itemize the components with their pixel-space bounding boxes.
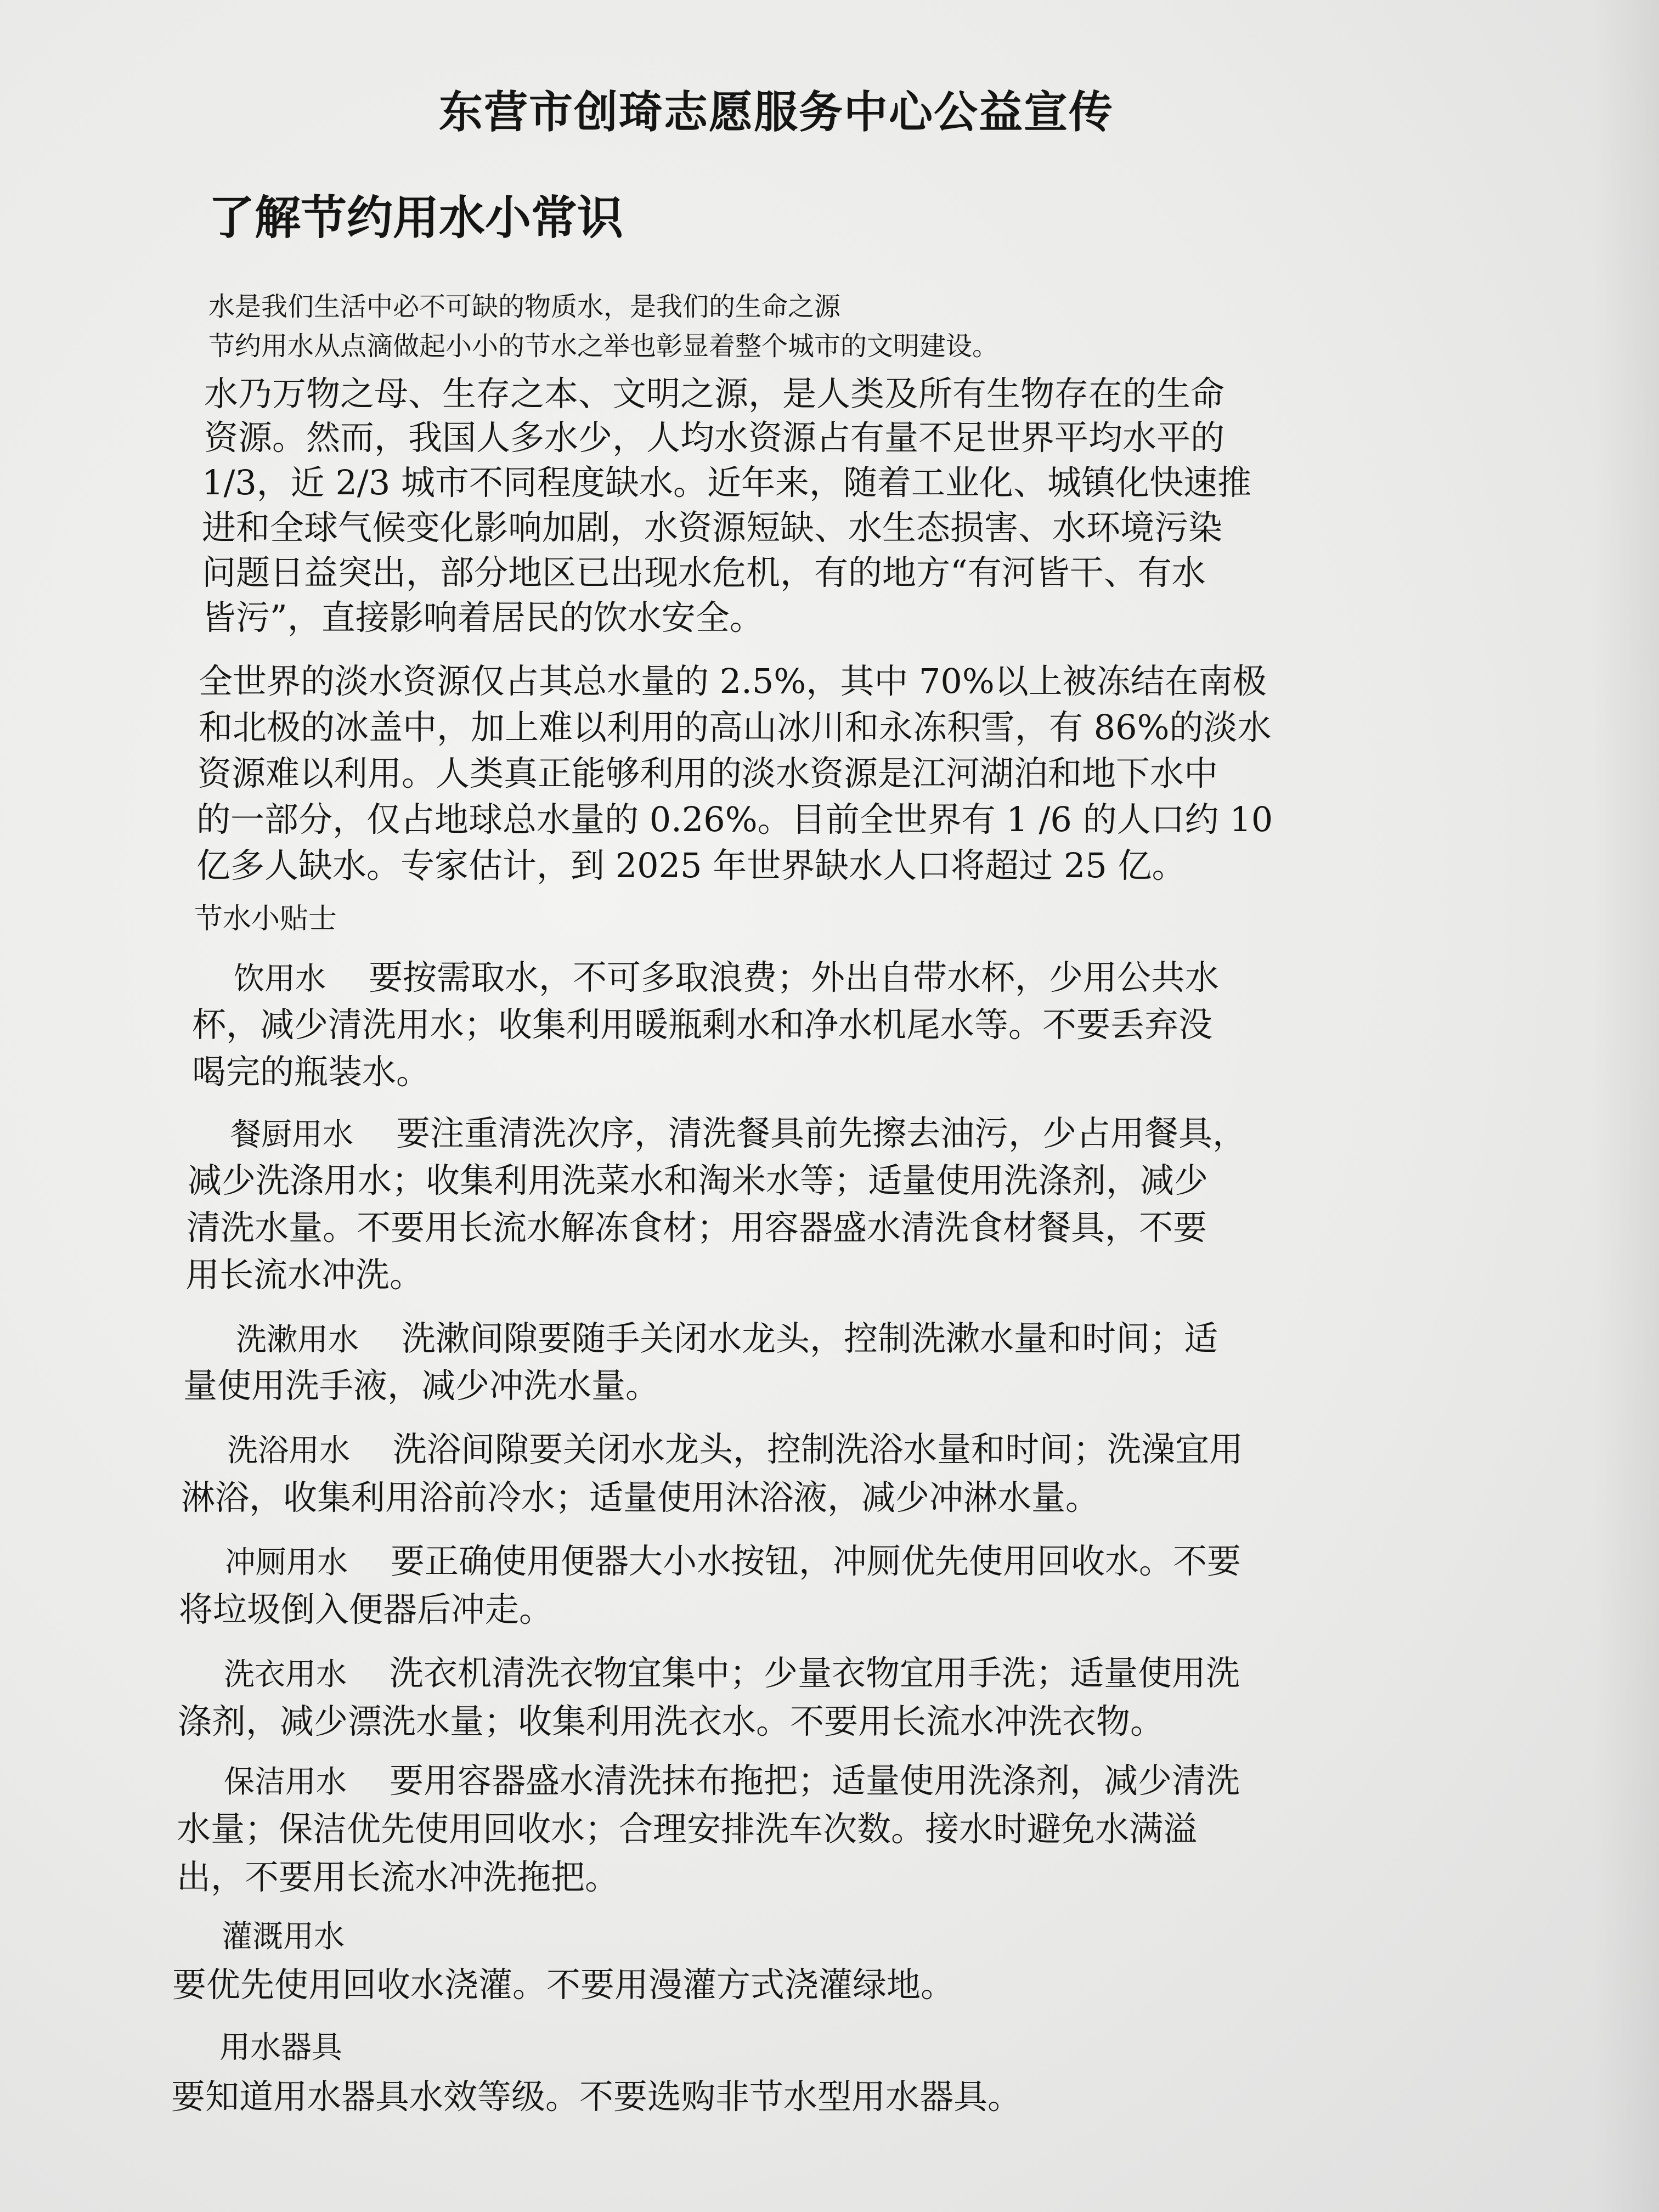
- tip-text: 要用容器盛水清洗抹布拖把；适量使用洗涤剂，减少清洗: [390, 1760, 1240, 1801]
- tip-text: 洗浴间隙要关闭水龙头，控制洗浴水量和时间；洗澡宜用: [393, 1429, 1244, 1469]
- tips-title: 节水小贴士: [194, 902, 337, 935]
- tip-toilet-line-2: 将垃圾倒入便器后冲走。: [179, 1589, 554, 1629]
- tip-text: 要注重清洗次序，清洗餐具前先擦去油污，少占用餐具，: [396, 1113, 1247, 1153]
- tip-laundry-line-1: [183, 1646, 1240, 1695]
- paragraph2-line-2: 和北极的冰盖中，加上难以利用的高山冰川和永冻积雪，有 86%的淡水: [199, 707, 1272, 747]
- tip-label: 饮用水: [234, 961, 326, 997]
- paragraph2-line-5: 亿多人缺水。专家估计，到 2025 年世界缺水人口将超过 25 亿。: [196, 845, 1186, 885]
- paragraph2-line-1: 全世界的淡水资源仅占其总水量的 2.5%，其中 70%以上被冻结在南极: [199, 661, 1267, 701]
- tip-kitchen-line-4: 用长流水冲洗。: [185, 1255, 424, 1295]
- paragraph1-line-3: 1/3，近 2/3 城市不同程度缺水。近年来，随着工业化、城镇化快速推: [202, 462, 1251, 503]
- intro-line-1: 水是我们生活中必不可缺的物质水，是我们的生命之源: [208, 291, 841, 322]
- tip-cleaning-line-2: 水量；保洁优先使用回收水；合理安排洗车次数。接水时避免水满溢: [177, 1809, 1198, 1849]
- tip-text: 洗衣机清洗衣物宜集中；少量衣物宜用手洗；适量使用洗: [390, 1653, 1240, 1693]
- tip-appliance-label: 用水器具: [219, 2030, 342, 2066]
- paragraph2-line-3: 资源难以利用。人类真正能够利用的淡水资源是江河湖泊和地下水中: [198, 753, 1218, 793]
- tip-label: 洗浴用水: [227, 1433, 350, 1469]
- tip-kitchen-line-1: [192, 1106, 1246, 1155]
- paragraph2-line-4: 的一部分，仅占地球总水量的 0.26%。目前全世界有 1 /6 的人口约 10: [196, 799, 1273, 839]
- page-edge-shadow: [1593, 0, 1659, 2212]
- tip-bathing-line-1: [187, 1422, 1243, 1471]
- tip-label: 冲厕用水: [225, 1545, 348, 1581]
- paragraph1-line-5: 问题日益突出，部分地区已出现水危机，有的地方“有河皆干、有水: [202, 552, 1206, 592]
- tip-bathing-line-2: 淋浴，收集利用浴前冷水；适量使用沐浴液，减少冲淋水量。: [181, 1477, 1100, 1517]
- tip-kitchen-line-3: 清洗水量。不要用长流水解冻食材；用容器盛水清洗食材餐具，不要: [187, 1207, 1207, 1248]
- tip-drinking-line-3: 喝完的瓶装水。: [192, 1052, 431, 1092]
- tip-washing-line-2: 量使用洗手液，减少冲洗水量。: [183, 1365, 660, 1406]
- tip-kitchen-line-2: 减少洗涤用水；收集利用洗菜水和淘米水等；适量使用洗涤剂，减少: [188, 1160, 1209, 1200]
- tip-irrigation-line-1: 要优先使用回收水浇灌。不要用漫灌方式浇灌绿地。: [172, 1965, 955, 2005]
- tip-cleaning-line-1: [183, 1753, 1240, 1802]
- tip-drinking-line-2: 杯，减少清洗用水；收集利用暖瓶剩水和净水机尾水等。不要丢弃没: [192, 1005, 1213, 1045]
- tip-text: 要正确使用便器大小水按钮，冲厕优先使用回收水。不要: [391, 1541, 1242, 1581]
- document-subtitle: 了解节约用水小常识: [208, 191, 624, 245]
- paragraph1-line-6: 皆污”，直接影响着居民的饮水安全。: [202, 597, 764, 637]
- tip-drinking-line-1: [195, 950, 1219, 999]
- tip-label: 保洁用水: [224, 1764, 347, 1800]
- tip-text: 要按需取水，不可多取浪费；外出自带水杯，少用公共水: [369, 957, 1220, 997]
- tip-cleaning-line-3: 出，不要用长流水冲洗拖把。: [177, 1857, 619, 1897]
- paragraph1-line-4: 进和全球气候变化影响加剧，水资源短缺、水生态损害、水环境污染: [202, 507, 1223, 548]
- tip-toilet-line-1: [184, 1534, 1241, 1583]
- paragraph1-line-1: 水乃万物之母、生存之本、文明之源，是人类及所有生物存在的生命: [204, 374, 1225, 414]
- intro-line-2: 节约用水从点滴做起小小的节水之举也彰显着整个城市的文明建设。: [208, 331, 999, 362]
- tip-text: 洗漱间隙要随手关闭水龙头，控制洗漱水量和时间；适: [402, 1318, 1218, 1358]
- tip-appliance-line-1: 要知道用水器具水效等级。不要选购非节水型用水器具。: [171, 2076, 1022, 2117]
- tip-label: 洗漱用水: [236, 1322, 359, 1358]
- tip-label: 洗衣用水: [224, 1657, 347, 1692]
- tip-washing-line-1: [192, 1311, 1218, 1360]
- tip-label: 餐厨用水: [230, 1117, 353, 1153]
- organization-title: 东营市创琦志愿服务中心公益宣传: [439, 87, 1114, 138]
- tip-laundry-line-2: 涤剂，减少漂洗水量；收集利用洗衣水。不要用长流水冲洗衣物。: [178, 1701, 1165, 1741]
- paragraph1-line-2: 资源。然而，我国人多水少，人均水资源占有量不足世界平均水平的: [204, 417, 1225, 458]
- tip-irrigation-label: 灌溉用水: [222, 1919, 345, 1955]
